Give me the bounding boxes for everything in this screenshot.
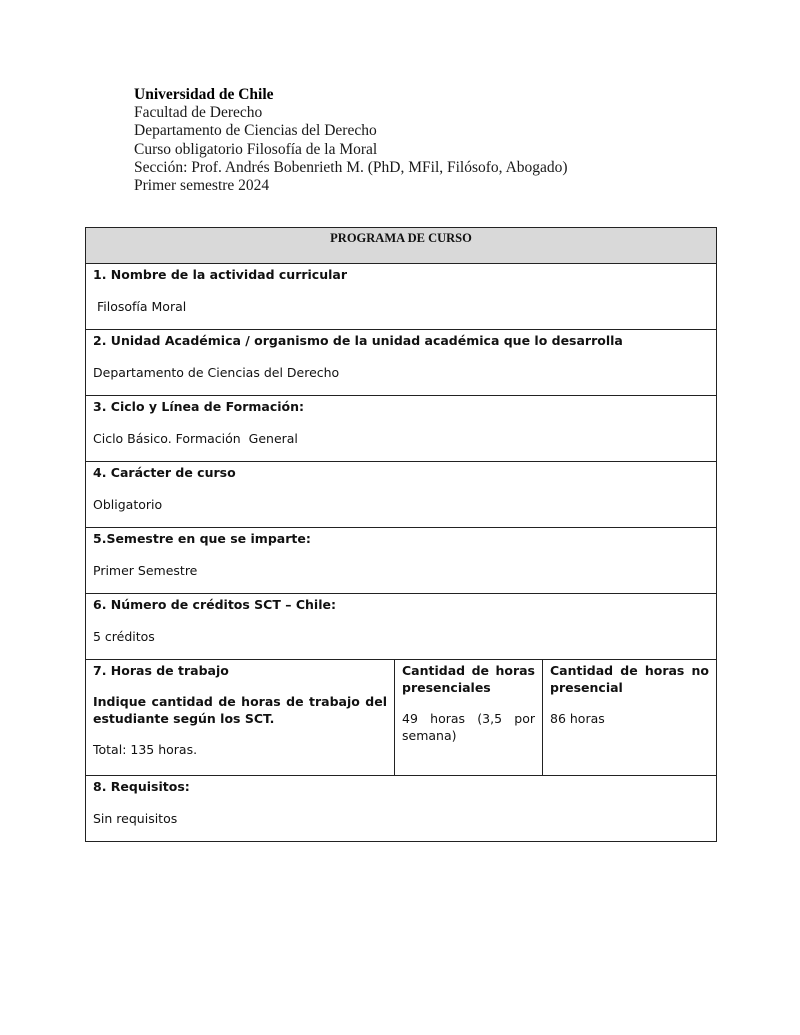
- section-value: Primer Semestre: [93, 563, 198, 578]
- table-row: [86, 528, 717, 594]
- table-row: [86, 264, 717, 330]
- section-heading: 3. Ciclo y Línea de Formación:: [93, 399, 305, 414]
- course-program-table: [85, 227, 717, 842]
- semester-info: Primer semestre 2024: [134, 177, 270, 195]
- hours-heading: 7. Horas de trabajo: [93, 663, 229, 678]
- requirements-value: Sin requisitos: [93, 811, 178, 826]
- table-row: [86, 594, 717, 660]
- section-value: 5 créditos: [93, 629, 155, 644]
- no-presencial-label: Cantidad de horas no presencial: [550, 663, 710, 695]
- section-info: Sección: Prof. Andrés Bobenrieth M. (PhD, MFil, Filósofo, Abogado): [134, 158, 568, 176]
- hours-instruction: Indique cantidad de horas de trabajo del estudiante según los SCT.: [93, 694, 387, 726]
- table-row: [86, 462, 717, 528]
- faculty-name: Facultad de Derecho: [134, 104, 263, 122]
- section-heading: 5.Semestre en que se imparte:: [93, 531, 311, 546]
- table-row: [86, 776, 717, 842]
- section-value: Obligatorio: [93, 497, 163, 512]
- section-value: Ciclo Básico. Formación General: [93, 431, 298, 446]
- section-value: Departamento de Ciencias del Derecho: [93, 365, 340, 380]
- table-row: [86, 330, 717, 396]
- presencial-label: Cantidad de horas presenciales: [402, 663, 535, 695]
- no-presencial-value: 86 horas: [550, 711, 605, 726]
- university-name: Universidad de Chile: [134, 86, 274, 103]
- section-heading: 6. Número de créditos SCT – Chile:: [93, 597, 336, 612]
- department-name: Departamento de Ciencias del Derecho: [134, 122, 377, 140]
- document-header: [134, 86, 568, 195]
- table-title-row: [86, 228, 717, 264]
- presencial-value: 49 horas (3,5 por semana): [402, 711, 535, 743]
- requirements-heading: 8. Requisitos:: [93, 779, 190, 794]
- section-value: Filosofía Moral: [93, 299, 187, 314]
- table-row: [86, 396, 717, 462]
- hours-total: Total: 135 horas.: [93, 742, 198, 757]
- hours-row: [86, 660, 717, 776]
- section-heading: 2. Unidad Académica / organismo de la unidad académica que lo desarrolla: [93, 333, 623, 348]
- program-title: PROGRAMA DE CURSO: [86, 228, 717, 264]
- course-name: Curso obligatorio Filosofía de la Moral: [134, 140, 378, 158]
- section-heading: 4. Carácter de curso: [93, 465, 236, 480]
- section-heading: 1. Nombre de la actividad curricular: [93, 267, 347, 282]
